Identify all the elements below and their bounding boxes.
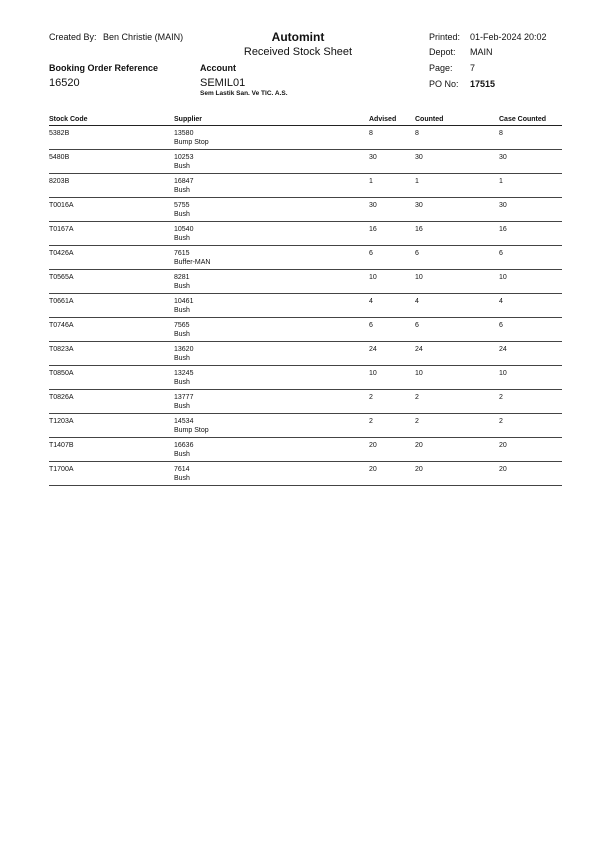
po-value: 17515 [470,79,496,89]
cell-stock-code [49,293,174,317]
cell-supplier [174,197,369,221]
cell-case-counted-value: 24 [499,345,507,353]
booking-value: 16520 [49,77,80,89]
cell-stock-code [49,245,174,269]
table-row [49,221,562,245]
cell-supplier [174,149,369,173]
table-row [49,389,562,413]
depot-value: MAIN [470,47,493,57]
cell-advised-value: 10 [369,369,377,377]
cell-case-counted [499,245,562,269]
cell-supplier-value: 8281 [174,273,190,281]
table-row [49,461,562,485]
cell-counted-value: 10 [415,369,423,377]
po-label: PO No: [429,79,459,89]
col-counted: Counted [415,114,499,125]
booking-label: Booking Order Reference [49,63,159,73]
cell-case-counted-value: 8 [499,129,503,137]
cell-case-counted [499,173,562,197]
table-row [49,269,562,293]
page-number: 7 [470,63,476,73]
cell-supplier [174,389,369,413]
account-label: Account [200,63,236,73]
cell-advised [369,197,415,221]
page-title: Received Stock Sheet [243,46,353,58]
supplier-description: Bush [174,450,190,458]
cell-stock-code [49,269,174,293]
cell-case-counted-value: 6 [499,249,503,257]
cell-advised [369,269,415,293]
cell-case-counted [499,197,562,221]
col-stock-code: Stock Code [49,114,174,125]
created-by-value: Ben Christie (MAIN) [103,32,184,42]
cell-stock-code-value: T0661A [49,297,74,305]
cell-supplier [174,293,369,317]
cell-stock-code-value: T0565A [49,273,74,281]
cell-stock-code-value: T1203A [49,417,74,425]
cell-case-counted-value: 20 [499,441,507,449]
cell-supplier [174,173,369,197]
cell-case-counted-value: 2 [499,393,503,401]
cell-counted-value: 20 [415,465,423,473]
cell-case-counted [499,293,562,317]
cell-advised-value: 20 [369,465,377,473]
cell-advised-value: 10 [369,273,377,281]
stock-table [49,114,562,486]
cell-counted [415,317,499,341]
cell-case-counted-value: 1 [499,177,503,185]
cell-advised [369,389,415,413]
cell-stock-code-value: 8203B [49,177,70,185]
cell-advised-value: 24 [369,345,377,353]
cell-stock-code-value: T0016A [49,201,74,209]
cell-case-counted [499,461,562,485]
cell-advised-value: 16 [369,225,377,233]
cell-counted-value: 8 [415,129,419,137]
table-row [49,197,562,221]
created-by-label: Created By: [49,32,97,42]
cell-case-counted-value: 6 [499,321,503,329]
cell-counted-value: 6 [415,249,419,257]
cell-case-counted-value: 16 [499,225,507,233]
cell-supplier [174,317,369,341]
cell-supplier-value: 7615 [174,249,190,257]
supplier-description: Bush [174,330,190,338]
supplier-description: Bush [174,186,190,194]
cell-case-counted [499,413,562,437]
cell-stock-code-value: T0426A [49,249,74,257]
printed-value: 01-Feb-2024 20:02 [470,32,547,42]
cell-counted [415,437,499,461]
cell-counted [415,173,499,197]
cell-advised [369,437,415,461]
table-row [49,437,562,461]
account-value: SEMIL01 [200,77,246,89]
cell-case-counted [499,125,562,149]
cell-supplier-value: 13245 [174,369,194,377]
cell-case-counted [499,365,562,389]
cell-case-counted [499,317,562,341]
supplier-description: Bump Stop [174,138,209,146]
table-row [49,341,562,365]
cell-counted-value: 2 [415,393,419,401]
cell-advised [369,341,415,365]
cell-counted [415,293,499,317]
cell-supplier-value: 10540 [174,225,194,233]
cell-counted [415,365,499,389]
cell-case-counted [499,149,562,173]
cell-advised-value: 30 [369,201,377,209]
supplier-description: Bush [174,210,190,218]
cell-counted [415,245,499,269]
cell-counted-value: 30 [415,153,423,161]
cell-stock-code [49,461,174,485]
table-row [49,245,562,269]
cell-advised [369,293,415,317]
cell-counted-value: 20 [415,441,423,449]
cell-advised-value: 2 [369,393,373,401]
cell-advised [369,245,415,269]
cell-advised [369,173,415,197]
supplier-description: Bush [174,354,190,362]
cell-advised-value: 30 [369,153,377,161]
depot-label: Depot: [429,47,456,57]
cell-case-counted [499,221,562,245]
cell-stock-code-value: T0167A [49,225,74,233]
cell-stock-code-value: 5480B [49,153,70,161]
cell-case-counted-value: 30 [499,201,507,209]
cell-stock-code-value: T0850A [49,369,74,377]
cell-counted-value: 16 [415,225,423,233]
cell-supplier [174,221,369,245]
cell-advised [369,149,415,173]
cell-stock-code [49,413,174,437]
supplier-description: Buffer-MAN [174,258,211,266]
cell-stock-code [49,149,174,173]
cell-counted [415,149,499,173]
cell-advised-value: 8 [369,129,373,137]
cell-advised [369,413,415,437]
cell-stock-code-value: T0823A [49,345,74,353]
company-name: Automint [271,30,325,44]
supplier-description: Bush [174,402,190,410]
cell-counted [415,341,499,365]
cell-supplier-value: 10461 [174,297,194,305]
cell-supplier [174,437,369,461]
cell-advised [369,365,415,389]
account-name: Sem Lastik San. Ve TIC. A.S. [200,90,288,97]
cell-supplier-value: 5755 [174,201,190,209]
table-row [49,413,562,437]
cell-case-counted [499,389,562,413]
cell-supplier-value: 7565 [174,321,190,329]
cell-case-counted-value: 10 [499,273,507,281]
cell-counted [415,221,499,245]
cell-supplier [174,245,369,269]
table-header-row [49,114,562,125]
cell-case-counted-value: 4 [499,297,503,305]
cell-counted [415,413,499,437]
cell-case-counted-value: 10 [499,369,507,377]
cell-advised-value: 2 [369,417,373,425]
cell-advised-value: 20 [369,441,377,449]
col-supplier: Supplier [174,114,369,125]
cell-case-counted-value: 30 [499,153,507,161]
cell-case-counted [499,341,562,365]
cell-stock-code-value: 5382B [49,129,70,137]
cell-counted-value: 30 [415,201,423,209]
cell-advised-value: 6 [369,321,373,329]
cell-advised-value: 4 [369,297,373,305]
cell-stock-code [49,173,174,197]
page-label: Page: [429,63,453,73]
table-row [49,125,562,149]
cell-counted-value: 4 [415,297,419,305]
supplier-description: Bush [174,162,190,170]
cell-supplier [174,413,369,437]
table-row [49,149,562,173]
cell-supplier [174,125,369,149]
created-by [49,32,183,42]
cell-supplier [174,365,369,389]
cell-stock-code-value: T0826A [49,393,74,401]
cell-case-counted [499,269,562,293]
supplier-description: Bump Stop [174,426,209,434]
supplier-description: Bush [174,234,190,242]
cell-advised [369,221,415,245]
cell-case-counted-value: 2 [499,417,503,425]
cell-supplier-value: 10253 [174,153,194,161]
cell-advised [369,317,415,341]
cell-stock-code [49,365,174,389]
table-row [49,173,562,197]
cell-advised-value: 6 [369,249,373,257]
col-case-counted: Case Counted [499,114,562,125]
cell-stock-code-value: T0746A [49,321,74,329]
cell-counted-value: 2 [415,417,419,425]
cell-case-counted-value: 20 [499,465,507,473]
supplier-description: Bush [174,378,190,386]
supplier-description: Bush [174,306,190,314]
cell-counted-value: 1 [415,177,419,185]
cell-advised-value: 1 [369,177,373,185]
cell-counted [415,461,499,485]
table-body [49,125,562,485]
supplier-description: Bush [174,282,190,290]
table-row [49,293,562,317]
cell-case-counted [499,437,562,461]
cell-supplier-value: 16847 [174,177,194,185]
cell-stock-code [49,317,174,341]
cell-counted-value: 10 [415,273,423,281]
cell-advised [369,125,415,149]
cell-stock-code [49,221,174,245]
cell-counted-value: 24 [415,345,423,353]
table-row [49,317,562,341]
cell-supplier-value: 14534 [174,417,194,425]
col-advised: Advised [369,114,415,125]
supplier-description: Bush [174,474,190,482]
cell-counted [415,125,499,149]
table-row [49,365,562,389]
cell-stock-code [49,437,174,461]
cell-stock-code [49,197,174,221]
cell-supplier-value: 13620 [174,345,194,353]
cell-supplier-value: 16636 [174,441,194,449]
cell-advised [369,461,415,485]
cell-counted [415,269,499,293]
printed-label: Printed: [429,32,461,42]
cell-counted-value: 6 [415,321,419,329]
cell-counted [415,389,499,413]
cell-supplier [174,461,369,485]
cell-stock-code-value: T1700A [49,465,74,473]
cell-stock-code [49,341,174,365]
cell-supplier [174,341,369,365]
cell-stock-code-value: T1407B [49,441,74,449]
cell-supplier [174,269,369,293]
cell-supplier-value: 7614 [174,465,190,473]
cell-supplier-value: 13777 [174,393,194,401]
cell-supplier-value: 13580 [174,129,194,137]
cell-counted [415,197,499,221]
cell-stock-code [49,389,174,413]
cell-stock-code [49,125,174,149]
